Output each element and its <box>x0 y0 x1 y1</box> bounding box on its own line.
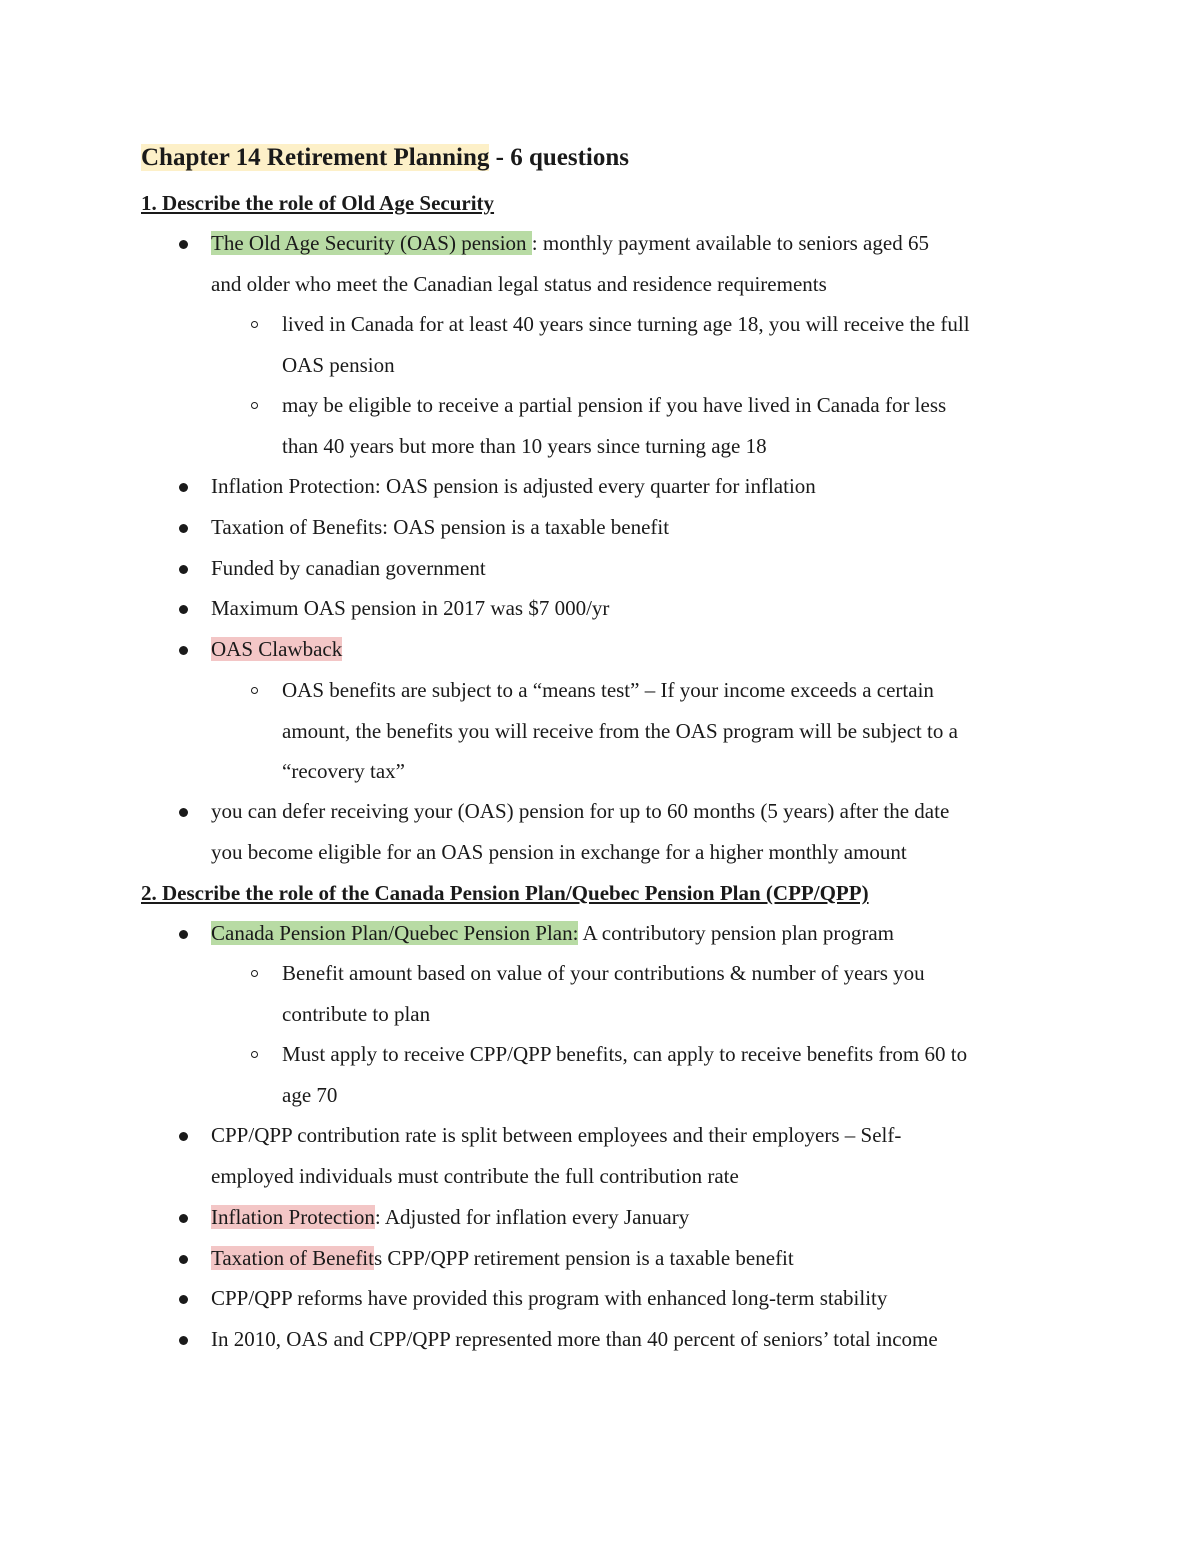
oas-maximum: Maximum OAS pension in 2017 was $7 000/yr <box>211 596 610 620</box>
bullet-dot <box>179 930 188 939</box>
cpp-taxation <box>211 1238 794 1278</box>
cpp-definition-text: A contributory pension plan program <box>578 921 894 945</box>
oas-deferral: you can defer receiving your (OAS) pension for up to 60 months (5 years) after the date <box>211 799 950 823</box>
cpp-apply: Must apply to receive CPP/QPP benefits, can apply to receive benefits from 60 to <box>282 1042 968 1066</box>
means-test: OAS benefits are subject to a “means test” – If your income exceeds a certain <box>282 678 934 702</box>
oas-pension-text: : monthly payment available to seniors aged 65 <box>531 231 929 255</box>
sub-bullet-circle <box>251 1051 258 1058</box>
bullet-dot <box>179 1214 188 1223</box>
sub-bullet-circle <box>251 687 258 694</box>
oas-pension-definition-cont: and older who meet the Canadian legal status and residence requirements <box>211 272 827 296</box>
chapter-title-suffix: - 6 questions <box>489 144 629 171</box>
oas-clawback-highlight: OAS Clawback <box>211 637 343 661</box>
cpp-reforms: CPP/QPP reforms have provided this program with enhanced long-term stability <box>211 1286 888 1310</box>
sub-bullet-circle <box>251 321 258 328</box>
oas-pension-definition <box>211 223 929 263</box>
partial-pension-condition: may be eligible to receive a partial pension if you have lived in Canada for less <box>282 393 947 417</box>
bullet-dot <box>179 240 188 249</box>
chapter-title-highlight: Chapter 14 Retirement Planning <box>141 144 490 171</box>
means-test-cont: amount, the benefits you will receive from the OAS program will be subject to a <box>282 719 958 743</box>
cpp-taxation-text: s CPP/QPP retirement pension is a taxable benefit <box>373 1246 794 1270</box>
partial-pension-condition-cont: than 40 years but more than 10 years since turning age 18 <box>282 434 767 458</box>
bullet-dot <box>179 808 188 817</box>
oas-pension-highlight: The Old Age Security (OAS) pension <box>211 231 532 255</box>
cpp-inflation-text: : Adjusted for inflation every January <box>374 1205 690 1229</box>
oas-inflation-protection: Inflation Protection: OAS pension is adjusted every quarter for inflation <box>211 474 816 498</box>
cpp-definition-highlight: Canada Pension Plan/Quebec Pension Plan: <box>211 921 579 945</box>
cpp-benefit-amount: Benefit amount based on value of your contributions & number of years you <box>282 961 925 985</box>
bullet-dot <box>179 524 188 533</box>
cpp-contribution-split-cont: employed individuals must contribute the full contribution rate <box>211 1164 739 1188</box>
chapter-title <box>141 138 629 178</box>
bullet-dot <box>179 1336 188 1345</box>
sub-bullet-circle <box>251 402 258 409</box>
cpp-inflation-protection <box>211 1197 689 1237</box>
oas-deferral-cont: you become eligible for an OAS pension in exchange for a higher monthly amount <box>211 840 907 864</box>
means-test-cont-2: “recovery tax” <box>282 759 405 783</box>
oas-taxation: Taxation of Benefits: OAS pension is a taxable benefit <box>211 515 670 539</box>
sub-bullet-circle <box>251 970 258 977</box>
question-2-heading: 2. Describe the role of the Canada Pension Plan/Quebec Pension Plan (CPP/QPP) <box>141 881 869 905</box>
cpp-apply-cont: age 70 <box>282 1083 338 1107</box>
bullet-dot <box>179 646 188 655</box>
bullet-dot <box>179 483 188 492</box>
bullet-dot <box>179 1295 188 1304</box>
cpp-inflation-highlight: Inflation Protection <box>211 1205 375 1229</box>
bullet-dot <box>179 1132 188 1141</box>
oas-clawback <box>211 629 342 669</box>
oas-funding: Funded by canadian government <box>211 556 486 580</box>
bullet-dot <box>179 565 188 574</box>
bullet-dot <box>179 1255 188 1264</box>
cpp-taxation-highlight: Taxation of Benefit <box>211 1246 374 1270</box>
cpp-benefit-amount-cont: contribute to plan <box>282 1002 431 1026</box>
full-pension-condition-cont: OAS pension <box>282 353 395 377</box>
seniors-income-share: In 2010, OAS and CPP/QPP represented more than 40 percent of seniors’ total income <box>211 1327 938 1351</box>
bullet-dot <box>179 605 188 614</box>
question-1-heading: 1. Describe the role of Old Age Security <box>141 191 495 215</box>
cpp-definition <box>211 913 894 953</box>
cpp-contribution-split: CPP/QPP contribution rate is split between employees and their employers – Self- <box>211 1123 902 1147</box>
full-pension-condition: lived in Canada for at least 40 years since turning age 18, you will receive the full <box>282 312 970 336</box>
